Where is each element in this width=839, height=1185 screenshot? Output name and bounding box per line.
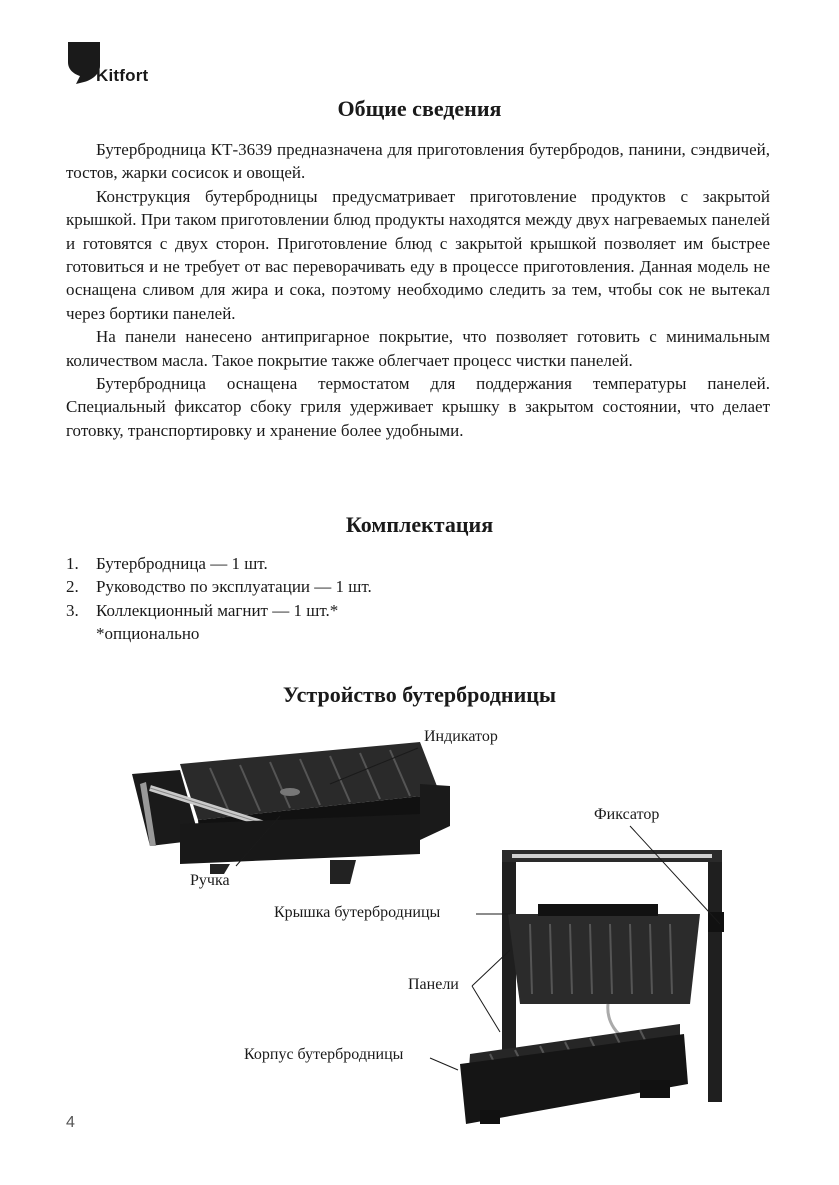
section-general-title: Общие сведения bbox=[337, 96, 502, 121]
paragraph: На панели нанесено антипригарное покрытие, что позволяет готовить с минимальным количеством масла. Такое покрытие также облегчает процесс чистки панелей. bbox=[66, 327, 770, 370]
list-item-number: 1. bbox=[66, 554, 79, 573]
list-item-text: Бутербродница — 1 шт. bbox=[96, 554, 268, 573]
label-lid: Крышка бутербродницы bbox=[274, 904, 441, 921]
label-handle: Ручка bbox=[190, 872, 230, 889]
section-general-body bbox=[66, 138, 770, 442]
paragraph: Бутербродница КТ-3639 предназначена для приготовления бутербродов, панини, сэндвичей, тостов, жарки сосисок и овощей. bbox=[66, 140, 770, 183]
label-latch: Фиксатор bbox=[594, 806, 660, 823]
contents-list bbox=[66, 552, 666, 646]
label-indicator: Индикатор bbox=[424, 728, 498, 745]
optional-note: *опционально bbox=[96, 624, 200, 644]
section-contents-title: Комплектация bbox=[345, 512, 494, 537]
list-item-text: Руководство по эксплуатации — 1 шт. bbox=[96, 577, 372, 597]
device-diagram bbox=[120, 724, 800, 1144]
page-number: 4 bbox=[66, 1114, 75, 1131]
list-item bbox=[66, 552, 666, 575]
label-panels: Панели bbox=[408, 976, 459, 993]
paragraph: Бутербродница оснащена термостатом для поддержания температуры панелей. Специальный фиксатор сбоку гриля удерживает крышку в закрытом состоянии, что делает готовку, транспортировку и хранение более удобными. bbox=[66, 374, 770, 440]
section-device-title: Устройство бутербродницы bbox=[282, 682, 557, 707]
sandwich-maker-illustration bbox=[120, 724, 800, 1144]
brand-name: Kitfort bbox=[96, 66, 149, 85]
list-item bbox=[66, 575, 666, 598]
closed-grill-image bbox=[132, 742, 450, 884]
list-item-text: Коллекционный магнит — 1 шт.* bbox=[96, 600, 339, 620]
list-item-number: 3. bbox=[66, 600, 79, 620]
open-grill-image bbox=[460, 850, 724, 1124]
list-item bbox=[66, 599, 666, 622]
paragraph: Конструкция бутербродницы предусматривает приготовление продуктов с закрытой крышкой. При таком приготовлении блюд продукты находятся между двух нагреваемых панелей и готовятся с двух сторон. Приготовление блюд с закрытой крышкой позволяет им быстрее готовиться и не требует от вас переворачивать еду в процессе приготовления. Данная модель не оснащена сливом для жира и сока, поэтому необходимо следить за тем, чтобы сок не вытекал через бортики панелей. bbox=[66, 186, 770, 323]
list-item-number: 2. bbox=[66, 577, 79, 597]
label-body: Корпус бутербродницы bbox=[244, 1046, 404, 1063]
